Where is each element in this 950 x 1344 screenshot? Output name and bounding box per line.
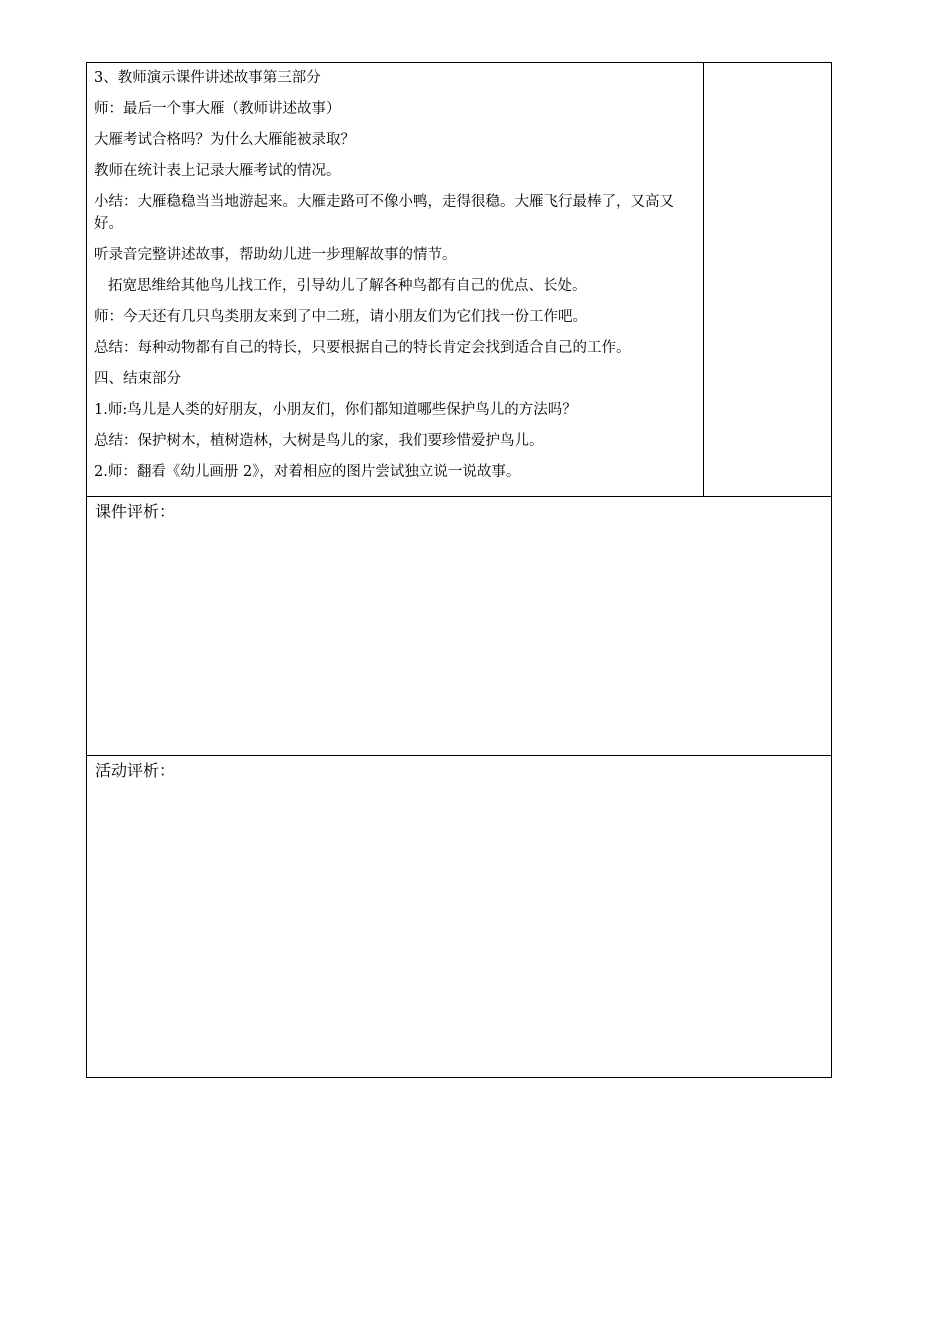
lesson-plan-table	[86, 62, 832, 1078]
teacher-record-note: 教师在统计表上记录大雁考试的情况。	[94, 163, 341, 179]
expand-thinking-note: 拓宽思维给其他鸟儿找工作，引导幼儿了解各种鸟都有自己的优点、长处。	[108, 278, 587, 294]
summary-animals: 总结：每种动物都有自己的特长，只要根据自己的特长肯定会找到适合自己的工作。	[94, 340, 631, 356]
course-evaluation-label: 课件评析：	[95, 502, 176, 521]
section-heading-ending: 四、结束部分	[94, 371, 181, 387]
question-goose-pass: 大雁考试合格吗？为什么大雁能被录取？	[94, 132, 355, 148]
step-demo-part3: 3、教师演示课件讲述故事第三部分	[94, 70, 321, 86]
summary-protect-trees: 总结：保护树木，植树造林，大树是鸟儿的家，我们要珍惜爱护鸟儿。	[94, 433, 544, 449]
summary-goose: 小结：大雁稳稳当当地游起来。大雁走路可不像小鸭，走得很稳。大雁飞行最棒了，又高又好。	[94, 194, 674, 232]
course-evaluation-cell	[87, 497, 832, 756]
activity-evaluation-row	[87, 756, 832, 1078]
teacher-line-birds: 师：今天还有几只鸟类朋友来到了中二班，请小朋友们为它们找一份工作吧。	[94, 309, 587, 325]
teacher-picture-book: 2.师：翻看《幼儿画册 2》，对着相应的图片尝试独立说一说故事。	[94, 464, 521, 480]
lesson-process-row	[87, 63, 832, 497]
activity-evaluation-label: 活动评析：	[95, 761, 176, 780]
activity-evaluation-cell	[87, 756, 832, 1078]
notes-cell	[704, 63, 832, 497]
listen-recording-note: 听录音完整讲述故事，帮助幼儿进一步理解故事的情节。	[94, 247, 457, 263]
lesson-process-cell	[87, 63, 704, 497]
teacher-line-goose: 师：最后一个事大雁（教师讲述故事）	[94, 101, 341, 117]
course-evaluation-row	[87, 497, 832, 756]
teacher-question-protect-birds: 1.师:鸟儿是人类的好朋友，小朋友们，你们都知道哪些保护鸟儿的方法吗？	[94, 402, 577, 418]
